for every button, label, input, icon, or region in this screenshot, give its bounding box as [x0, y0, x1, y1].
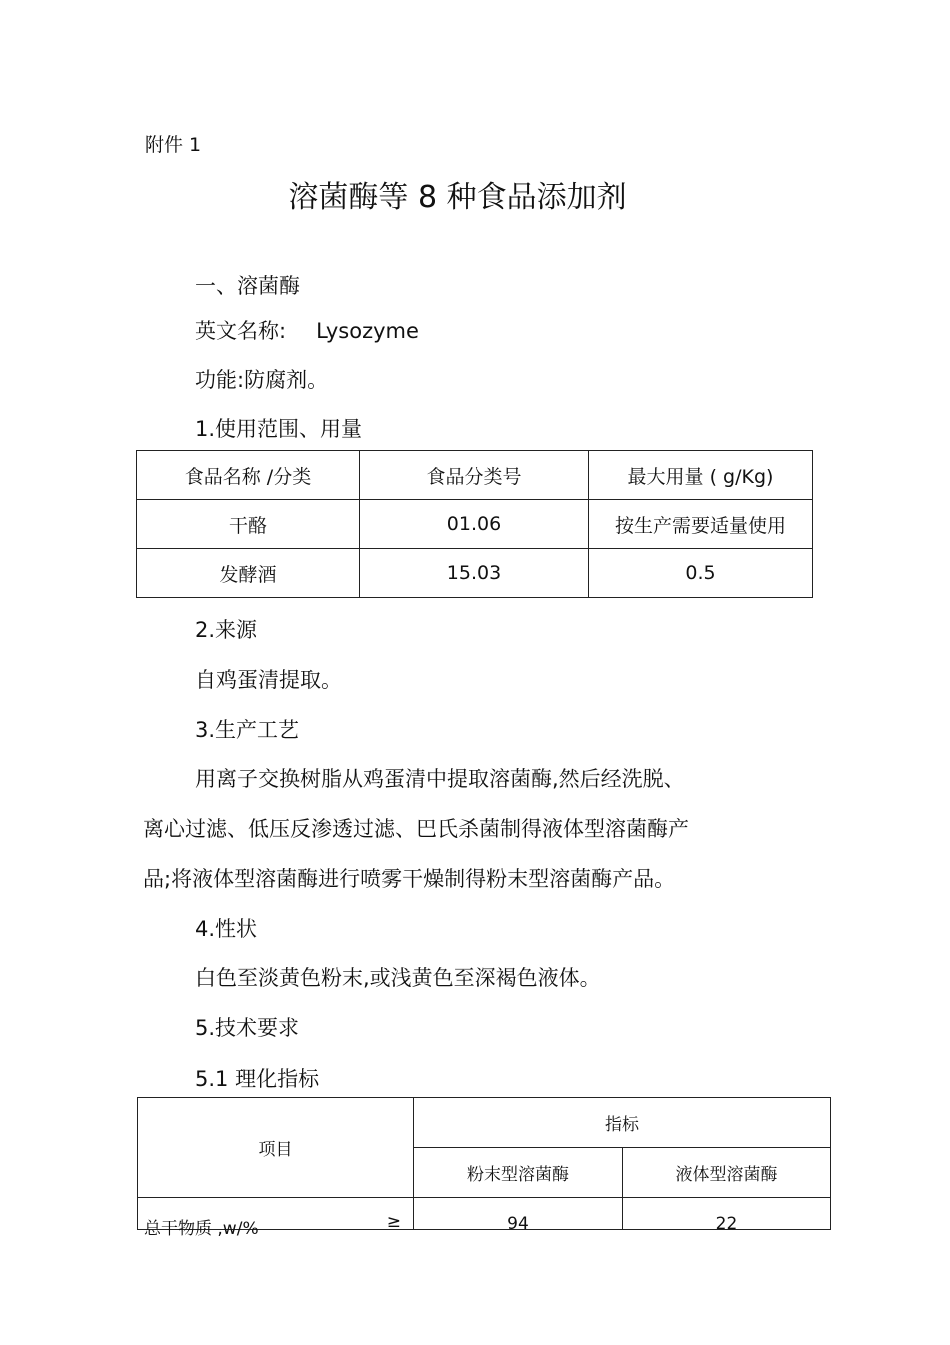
usage-table [136, 450, 813, 598]
table-header-cell: 最大用量 ( g/Kg) [589, 451, 813, 500]
function-line: 功能:防腐剂。 [195, 368, 329, 392]
table-cell: 按生产需要适量使用 [589, 500, 813, 549]
table-cell: 发酵酒 [137, 549, 360, 598]
usage-heading: 1.使用范围、用量 [195, 417, 363, 441]
properties-text: 白色至淡黄色粉末,或浅黄色至深褐色液体。 [195, 966, 601, 990]
table-header-cell: 食品分类号 [360, 451, 589, 500]
table-header-cell: 粉末型溶菌酶 [414, 1148, 623, 1198]
table-header-cell: 项目 [138, 1098, 414, 1198]
attachment-label: 附件 1 [145, 134, 202, 156]
table-row [138, 1198, 831, 1230]
table-cell [414, 1198, 623, 1234]
item-label: 总干物质 ,w/% [144, 1219, 259, 1239]
process-line: 品;将液体型溶菌酶进行喷雾干燥制得粉末型溶菌酶产品。 [143, 867, 676, 891]
table-header-cell: 食品名称 /分类 [137, 451, 360, 500]
table-header-cell: 液体型溶菌酶 [623, 1148, 831, 1198]
source-heading: 2.来源 [195, 618, 258, 642]
table-row [137, 500, 813, 549]
section-heading: 一、溶菌酶 [195, 274, 300, 298]
cell-value: 22 [715, 1214, 738, 1234]
table-cell: 0.5 [589, 549, 813, 598]
table-cell [623, 1198, 831, 1234]
process-line: 用离子交换树脂从鸡蛋清中提取溶菌酶,然后经洗脱、 [195, 767, 685, 791]
spec-table [137, 1097, 831, 1239]
process-heading: 3.生产工艺 [195, 718, 300, 742]
table-header-cell: 指标 [414, 1098, 831, 1148]
table-row [137, 549, 813, 598]
english-name-line [195, 315, 419, 345]
table-cell: 01.06 [360, 500, 589, 549]
tech-heading: 5.技术要求 [195, 1016, 300, 1040]
cell-value: 94 [507, 1214, 529, 1234]
comparison-symbol: ≥ [386, 1212, 401, 1232]
table-cell: 15.03 [360, 549, 589, 598]
physchem-heading: 5.1 理化指标 [195, 1067, 320, 1091]
source-text: 自鸡蛋清提取。 [195, 668, 342, 692]
properties-heading: 4.性状 [195, 917, 258, 941]
table-header-row [137, 451, 813, 500]
process-line: 离心过滤、低压反渗透过滤、巴氏杀菌制得液体型溶菌酶产 [143, 817, 689, 841]
table-header-row [138, 1098, 831, 1148]
english-name-label: 英文名称: [195, 319, 287, 343]
table-cell [138, 1198, 414, 1239]
english-name-value: Lysozyme [316, 319, 419, 343]
table-cell: 干酪 [137, 500, 360, 549]
document-title: 溶菌酶等 8 种食品添加剂 [288, 180, 627, 215]
